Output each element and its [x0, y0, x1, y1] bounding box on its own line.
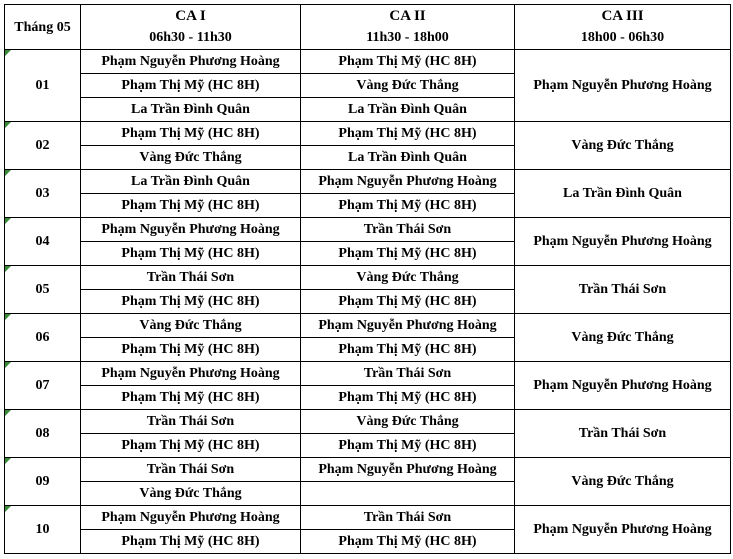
day-number: 02: [5, 122, 81, 170]
ca2-staff: Trần Thái Sơn: [301, 506, 515, 530]
ca2-staff: Phạm Thị Mỹ (HC 8H): [301, 386, 515, 410]
ca1-staff: Phạm Thị Mỹ (HC 8H): [81, 194, 301, 218]
shift-time: 18h00 - 06h30: [580, 30, 665, 45]
ca3-staff: La Trần Đình Quân: [515, 170, 731, 218]
shift-time: 11h30 - 18h00: [366, 30, 449, 45]
table-row: [5, 506, 731, 530]
ca2-staff: Phạm Thị Mỹ (HC 8H): [301, 194, 515, 218]
ca1-staff: Trần Thái Sơn: [81, 458, 301, 482]
ca2-staff: Phạm Nguyễn Phương Hoàng: [301, 458, 515, 482]
ca2-staff: Vàng Đức Thắng: [301, 266, 515, 290]
table-row: [5, 50, 731, 74]
ca3-staff: Vàng Đức Thắng: [515, 314, 731, 362]
shift-name: CA II: [389, 8, 426, 24]
ca3-staff: Phạm Nguyễn Phương Hoàng: [515, 218, 731, 266]
ca2-staff: La Trần Đình Quân: [301, 98, 515, 122]
table-row: [5, 266, 731, 290]
ca2-staff: Trần Thái Sơn: [301, 362, 515, 386]
ca1-staff: Phạm Nguyễn Phương Hoàng: [81, 506, 301, 530]
ca1-staff: Trần Thái Sơn: [81, 266, 301, 290]
day-number: 07: [5, 362, 81, 410]
ca2-staff: [301, 482, 515, 506]
day-number: 04: [5, 218, 81, 266]
ca2-staff: Phạm Thị Mỹ (HC 8H): [301, 338, 515, 362]
ca3-staff: Vàng Đức Thắng: [515, 458, 731, 506]
day-number: 05: [5, 266, 81, 314]
month-header: Tháng 05: [5, 5, 81, 50]
day-number: 10: [5, 506, 81, 554]
ca3-staff: Trần Thái Sơn: [515, 410, 731, 458]
ca1-staff: Phạm Thị Mỹ (HC 8H): [81, 386, 301, 410]
table-row: [5, 218, 731, 242]
day-number: 03: [5, 170, 81, 218]
ca3-staff: Phạm Nguyễn Phương Hoàng: [515, 506, 731, 554]
table-row: [5, 410, 731, 434]
ca2-staff: La Trần Đình Quân: [301, 146, 515, 170]
ca1-staff: Phạm Thị Mỹ (HC 8H): [81, 434, 301, 458]
ca1-staff: Trần Thái Sơn: [81, 410, 301, 434]
shift-name: CA I: [175, 8, 206, 24]
day-number: 09: [5, 458, 81, 506]
ca2-staff: Vàng Đức Thắng: [301, 410, 515, 434]
ca2-staff: Phạm Nguyễn Phương Hoàng: [301, 170, 515, 194]
shift-name: CA III: [601, 8, 644, 24]
shift-header-ca2: [301, 5, 515, 50]
ca3-staff: Vàng Đức Thắng: [515, 122, 731, 170]
day-number: 08: [5, 410, 81, 458]
ca1-staff: Vàng Đức Thắng: [81, 314, 301, 338]
table-row: [5, 170, 731, 194]
ca2-staff: Phạm Thị Mỹ (HC 8H): [301, 290, 515, 314]
shift-header-ca3: [515, 5, 731, 50]
ca2-staff: Trần Thái Sơn: [301, 218, 515, 242]
header-row: [5, 5, 731, 50]
ca2-staff: Vàng Đức Thắng: [301, 74, 515, 98]
shift-header-ca1: [81, 5, 301, 50]
shift-time: 06h30 - 11h30: [149, 30, 232, 45]
ca2-staff: Phạm Thị Mỹ (HC 8H): [301, 50, 515, 74]
roster-body: [5, 5, 731, 554]
ca1-staff: Phạm Thị Mỹ (HC 8H): [81, 290, 301, 314]
ca2-staff: Phạm Thị Mỹ (HC 8H): [301, 434, 515, 458]
day-number: 01: [5, 50, 81, 122]
ca1-staff: Vàng Đức Thắng: [81, 482, 301, 506]
day-number: 06: [5, 314, 81, 362]
ca3-staff: Trần Thái Sơn: [515, 266, 731, 314]
ca3-staff: Phạm Nguyễn Phương Hoàng: [515, 50, 731, 122]
ca1-staff: Phạm Nguyễn Phương Hoàng: [81, 218, 301, 242]
ca1-staff: Phạm Thị Mỹ (HC 8H): [81, 242, 301, 266]
shift-roster-table: [4, 4, 731, 554]
ca1-staff: Phạm Nguyễn Phương Hoàng: [81, 362, 301, 386]
table-row: [5, 314, 731, 338]
ca2-staff: Phạm Thị Mỹ (HC 8H): [301, 122, 515, 146]
ca1-staff: Phạm Thị Mỹ (HC 8H): [81, 74, 301, 98]
ca1-staff: La Trần Đình Quân: [81, 170, 301, 194]
ca1-staff: Phạm Thị Mỹ (HC 8H): [81, 338, 301, 362]
ca3-staff: Phạm Nguyễn Phương Hoàng: [515, 362, 731, 410]
ca1-staff: Phạm Nguyễn Phương Hoàng: [81, 50, 301, 74]
ca2-staff: Phạm Thị Mỹ (HC 8H): [301, 530, 515, 554]
table-row: [5, 122, 731, 146]
table-row: [5, 458, 731, 482]
ca1-staff: Phạm Thị Mỹ (HC 8H): [81, 122, 301, 146]
ca1-staff: Phạm Thị Mỹ (HC 8H): [81, 530, 301, 554]
table-row: [5, 362, 731, 386]
ca2-staff: Phạm Thị Mỹ (HC 8H): [301, 242, 515, 266]
ca1-staff: La Trần Đình Quân: [81, 98, 301, 122]
ca2-staff: Phạm Nguyễn Phương Hoàng: [301, 314, 515, 338]
ca1-staff: Vàng Đức Thắng: [81, 146, 301, 170]
